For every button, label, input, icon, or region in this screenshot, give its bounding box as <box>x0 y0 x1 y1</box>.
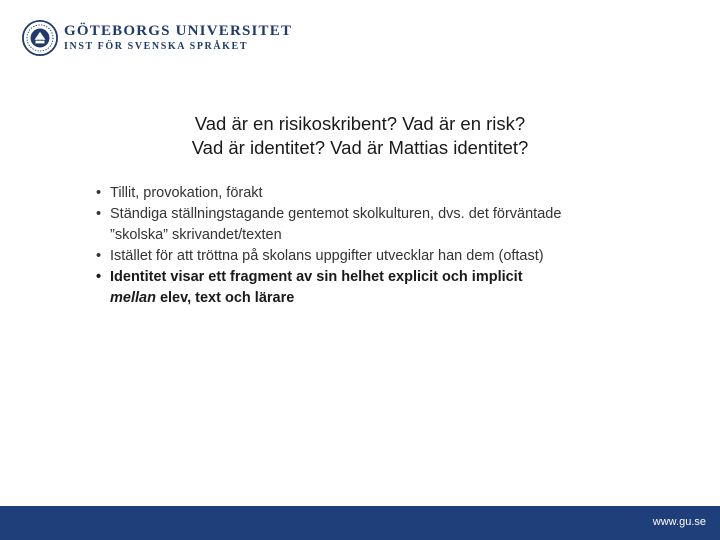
university-seal-icon <box>22 20 58 56</box>
bullet-marker: • <box>96 185 102 201</box>
bullet-text: Tillit, provokation, förakt <box>110 185 263 201</box>
bullet-item <box>96 204 656 246</box>
bullet-item <box>96 246 656 267</box>
bullet-text-continued: ”skolska” skrivandet/texten <box>110 227 282 243</box>
logo-department-name: INST FÖR SVENSKA SPRÅKET <box>64 41 249 52</box>
bullet-text: Identitet visar ett fragment av sin helhet explicit och implicit <box>110 269 523 285</box>
bullet-text: Istället för att tröttna på skolans uppgifter utvecklar han dem (oftast) <box>110 248 544 264</box>
university-logo <box>22 20 292 56</box>
bullet-text: Ständiga ställningstagande gentemot skolkulturen, dvs. det förväntade <box>110 206 562 222</box>
bullet-item <box>96 183 656 204</box>
footer-url: www.gu.se <box>652 516 706 528</box>
slide-title-line: Vad är en risikoskribent? Vad är en risk? <box>194 113 526 134</box>
bullet-item <box>96 267 656 309</box>
slide-title <box>0 112 720 160</box>
footer-bar <box>0 506 720 540</box>
slide-title-line: Vad är identitet? Vad är Mattias identitet? <box>191 137 529 158</box>
logo-university-name: GÖTEBORGS UNIVERSITET <box>64 23 293 39</box>
bullet-marker: • <box>96 248 102 264</box>
bullet-marker: • <box>96 269 102 285</box>
bullet-marker: • <box>96 206 102 222</box>
bullet-emphasis: mellan <box>110 290 156 306</box>
bullet-list <box>96 183 656 309</box>
bullet-text-continued: elev, text och lärare <box>155 290 295 306</box>
